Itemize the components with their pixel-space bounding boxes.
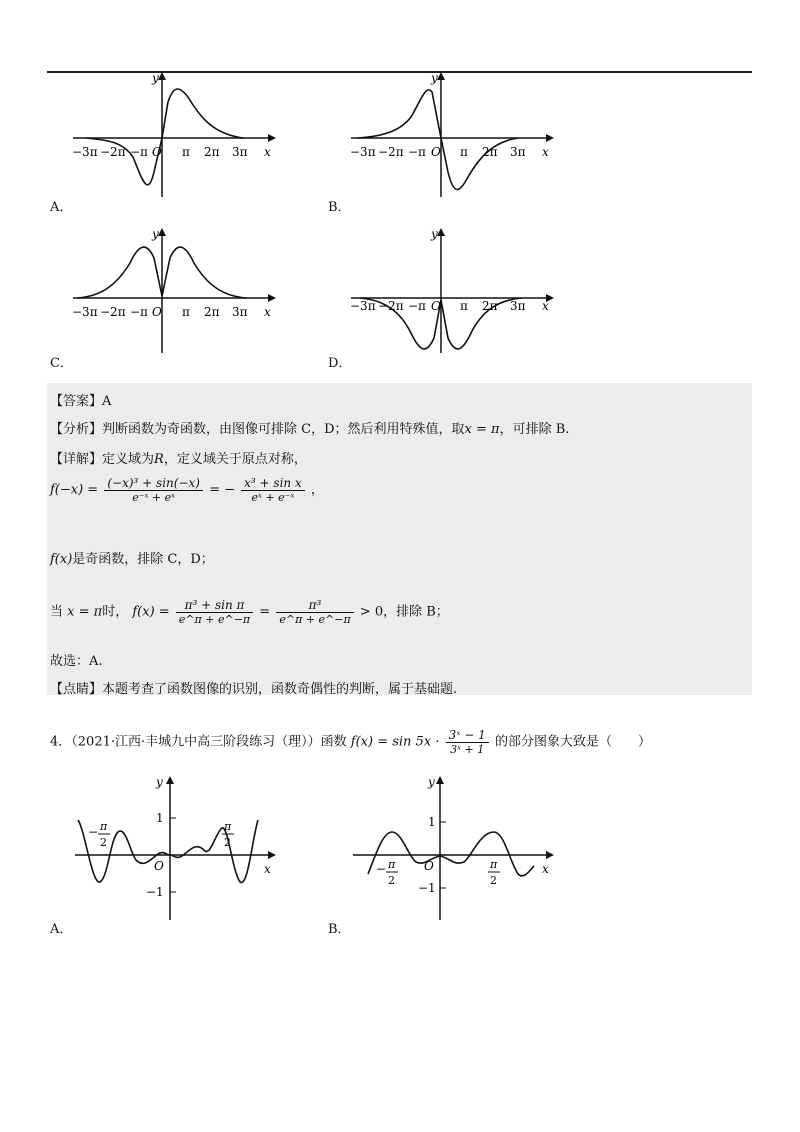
- y-label: y: [431, 71, 438, 85]
- tick-3pi: 3π: [232, 305, 248, 319]
- eq1-den2: eˣ + e⁻ˣ: [251, 491, 295, 504]
- tick-pi-den: 2: [490, 874, 497, 887]
- tick-pi: π: [460, 145, 468, 159]
- tick-neg3pi: −3π: [72, 145, 98, 159]
- y-label: y: [156, 775, 163, 789]
- x-label: x: [542, 862, 549, 876]
- origin-label: O: [431, 299, 441, 313]
- graph-4a: [70, 770, 280, 925]
- option-d-label[interactable]: D．: [328, 356, 352, 371]
- odd-line: [50, 548, 214, 567]
- detail-line: [50, 448, 307, 467]
- equation-2: [50, 598, 449, 626]
- tick-negpi: −π: [408, 145, 426, 159]
- tick-negpi: −π: [408, 299, 426, 313]
- tick-3pi: 3π: [510, 145, 526, 159]
- equation-1: [50, 476, 324, 504]
- q4-func-num: 3ˣ − 1: [446, 728, 489, 743]
- origin-label: O: [154, 859, 164, 873]
- y-label: y: [431, 227, 438, 241]
- tick-neg-pi-num: π: [388, 858, 396, 871]
- x-label: x: [542, 299, 549, 313]
- x-label: x: [264, 305, 271, 319]
- tick-pi-num: π: [490, 858, 498, 871]
- detail-prefix: 【详解】定义域为: [50, 452, 155, 467]
- tick-neg-one: −1: [146, 885, 164, 899]
- eq2-eq: =: [259, 604, 271, 620]
- eq1-den1: e⁻ˣ + eˣ: [132, 491, 176, 504]
- x-label: x: [264, 145, 271, 159]
- eq1-mid: = −: [209, 482, 236, 498]
- answer-line: 【答案】A: [50, 394, 112, 409]
- when-time: 时，: [102, 604, 129, 620]
- q4-fraction: [446, 728, 489, 756]
- tick-2pi: 2π: [482, 145, 498, 159]
- y-label: y: [152, 227, 159, 241]
- eq1-lhs: f(−x) =: [50, 482, 99, 498]
- tick-pi: π: [182, 305, 190, 319]
- eq2-den2: e^π + e^−π: [279, 613, 351, 626]
- tick-2pi: 2π: [204, 145, 220, 159]
- q4-func-den: 3ˣ + 1: [450, 743, 485, 756]
- tick-neg-sign: −: [88, 825, 99, 839]
- tick-2pi: 2π: [204, 305, 220, 319]
- tick-pi-num: π: [224, 820, 232, 833]
- choose-line: 故选：A.: [50, 654, 103, 669]
- y-label: y: [428, 775, 435, 789]
- tick-neg2pi: −2π: [378, 299, 404, 313]
- comment-line: 【点睛】本题考查了函数图像的识别，函数奇偶性的判断，属于基础题.: [50, 682, 458, 697]
- tick-neg-pi-den: 2: [100, 836, 107, 849]
- origin-label: O: [431, 145, 441, 159]
- analysis-suffix: ，可排除 B.: [499, 422, 570, 437]
- tick-neg2pi: −2π: [100, 145, 126, 159]
- tick-2pi: 2π: [482, 299, 498, 313]
- eq1-num1: (−x)³ + sin(−x): [104, 476, 203, 491]
- tick-neg2pi: −2π: [378, 145, 404, 159]
- tick-neg-sign: −: [376, 862, 387, 876]
- tick-pi-den: 2: [224, 836, 231, 849]
- eq2-tail: > 0，排除 B；: [359, 604, 449, 620]
- when-text: 当: [50, 604, 64, 620]
- option-c-label[interactable]: C．: [50, 356, 73, 371]
- q4-func-lhs: f(x) = sin 5x ·: [350, 734, 440, 750]
- tick-3pi: 3π: [510, 299, 526, 313]
- tick-neg-pi-num: π: [100, 820, 108, 833]
- graph-b: [346, 72, 556, 200]
- eq1-fraction-2: [241, 476, 305, 504]
- detail-suffix: ，定义域关于原点对称，: [163, 452, 307, 467]
- tick-neg-one: −1: [418, 881, 436, 895]
- eq2-fraction-2: [276, 598, 353, 626]
- graph-c-svg: [68, 228, 278, 356]
- graph-4b: [348, 770, 558, 925]
- graph-a-svg: [68, 72, 278, 200]
- tick-neg2pi: −2π: [100, 305, 126, 319]
- eq2-num1: π³ + sin π: [176, 598, 253, 613]
- option-4b-label[interactable]: B．: [328, 922, 351, 937]
- graph-c: [68, 228, 278, 356]
- graph-4b-svg: [348, 770, 558, 925]
- when-x: x = π: [67, 604, 103, 620]
- tick-neg-pi-den: 2: [388, 874, 395, 887]
- question-4: [50, 728, 651, 756]
- eq2-fraction-1: [176, 598, 253, 626]
- tick-3pi: 3π: [232, 145, 248, 159]
- origin-label: O: [424, 859, 434, 873]
- eq2-num2: π³: [276, 598, 353, 613]
- graph-d: [346, 228, 556, 356]
- x-label: x: [264, 862, 271, 876]
- option-a-label[interactable]: A．: [50, 200, 73, 215]
- tick-negpi: −π: [130, 305, 148, 319]
- analysis-x-eq-pi: x = π: [464, 422, 500, 437]
- detail-R: R: [154, 452, 164, 467]
- option-4a-label[interactable]: A．: [50, 922, 73, 937]
- graph-b-svg: [346, 72, 556, 200]
- tick-pi: π: [460, 299, 468, 313]
- eq1-num2: x³ + sin x: [241, 476, 305, 491]
- eq1-tail: ，: [310, 482, 324, 498]
- tick-one: 1: [156, 811, 164, 825]
- tick-negpi: −π: [130, 145, 148, 159]
- q4-number: 4．: [50, 734, 72, 750]
- analysis-prefix: 【分析】判断函数为奇函数，由图像可排除 C，D；然后利用特殊值，取: [50, 422, 465, 437]
- tick-neg3pi: −3π: [350, 299, 376, 313]
- odd-fx: f(x): [50, 552, 73, 567]
- eq2-lhs: f(x) =: [132, 604, 170, 620]
- x-label: x: [542, 145, 549, 159]
- eq1-fraction-1: [104, 476, 203, 504]
- eq2-den1: e^π + e^−π: [178, 613, 251, 626]
- graph-d-svg: [346, 228, 556, 356]
- q4-source: （2021·江西·丰城九中高三阶段练习（理））函数: [71, 734, 347, 750]
- tick-neg3pi: −3π: [72, 305, 98, 319]
- y-label: y: [152, 71, 159, 85]
- tick-neg3pi: −3π: [350, 145, 376, 159]
- q4-tail: 的部分图象大致是（ ）: [494, 734, 651, 750]
- origin-label: O: [152, 305, 162, 319]
- graph-a: [68, 72, 278, 200]
- analysis-line: [50, 418, 569, 437]
- tick-one: 1: [428, 815, 436, 829]
- origin-label: O: [152, 145, 162, 159]
- graph-4a-svg: [70, 770, 280, 925]
- tick-pi: π: [182, 145, 190, 159]
- odd-text: 是奇函数，排除 C，D；: [72, 552, 214, 567]
- option-b-label[interactable]: B．: [328, 200, 351, 215]
